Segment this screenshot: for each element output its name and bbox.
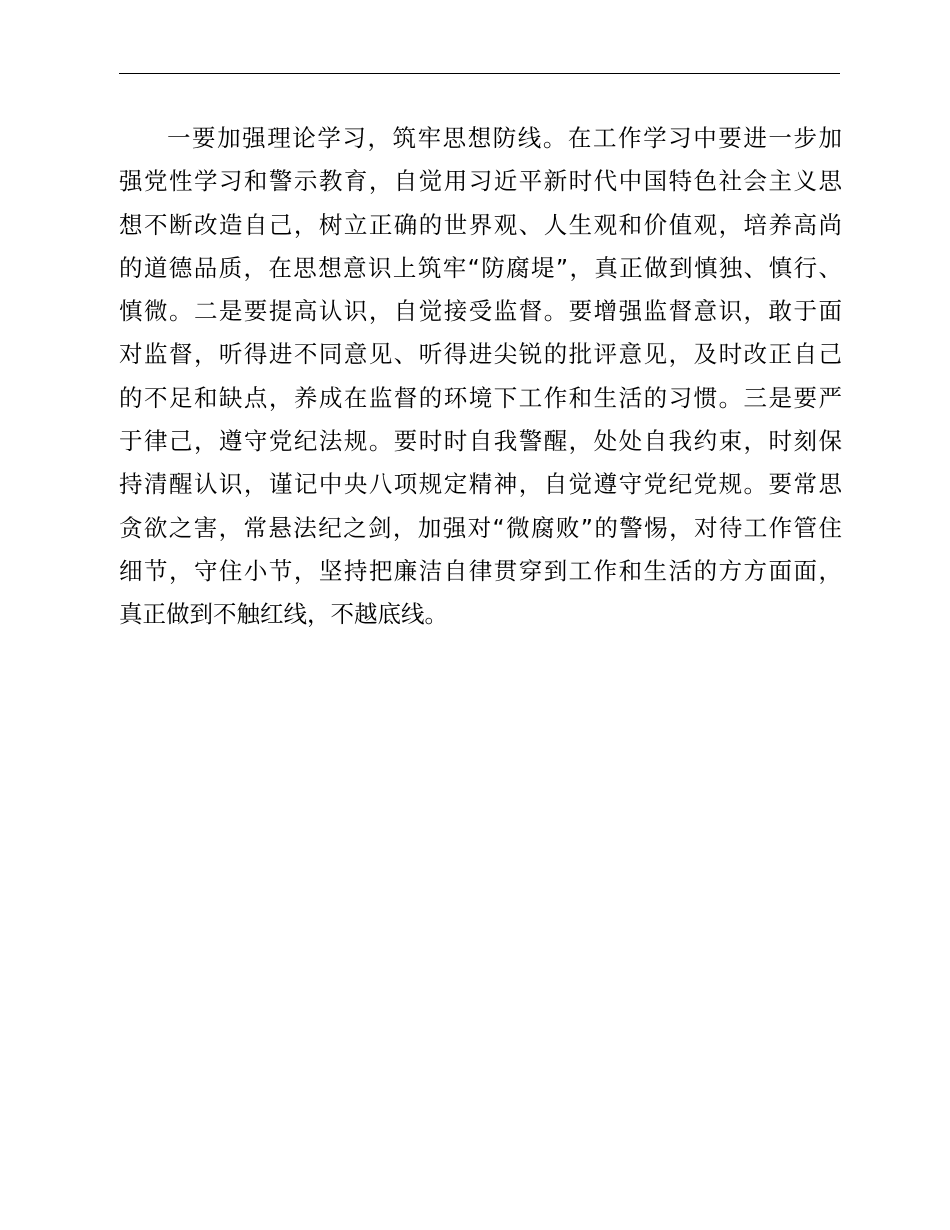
text-line: 贪欲之害，常悬法纪之剑，加强对“微腐败”的警惕，对待工作管住 [119, 513, 842, 542]
text-line: 的不足和缺点，养成在监督的环境下工作和生活的习惯。三是要严 [119, 383, 842, 412]
text-line: 慎微。二是要提高认识，自觉接受监督。要增强监督意识，敢于面 [119, 297, 842, 326]
text-line: 细节，守住小节，坚持把廉洁自律贯穿到工作和生活的方方面面， [119, 556, 842, 585]
body-paragraph [119, 117, 842, 637]
text-line: 的道德品质，在思想意识上筑牢“防腐堤”，真正做到慎独、慎行、 [119, 253, 842, 282]
text-line: 真正做到不触红线，不越底线。 [119, 600, 448, 629]
text-line: 强党性学习和警示教育，自觉用习近平新时代中国特色社会主义思 [119, 167, 842, 196]
text-line: 于律己，遵守党纪法规。要时时自我警醒，处处自我约束，时刻保 [119, 427, 842, 456]
text-line: 对监督，听得进不同意见、听得进尖锐的批评意见，及时改正自己 [119, 340, 842, 369]
text-line: 一要加强理论学习，筑牢思想防线。在工作学习中要进一步加 [167, 124, 842, 152]
text-line: 持清醒认识，谨记中央八项规定精神，自觉遵守党纪党规。要常思 [119, 470, 842, 499]
header-rule [119, 73, 840, 74]
text-line: 想不断改造自己，树立正确的世界观、人生观和价值观，培养高尚 [119, 210, 842, 239]
